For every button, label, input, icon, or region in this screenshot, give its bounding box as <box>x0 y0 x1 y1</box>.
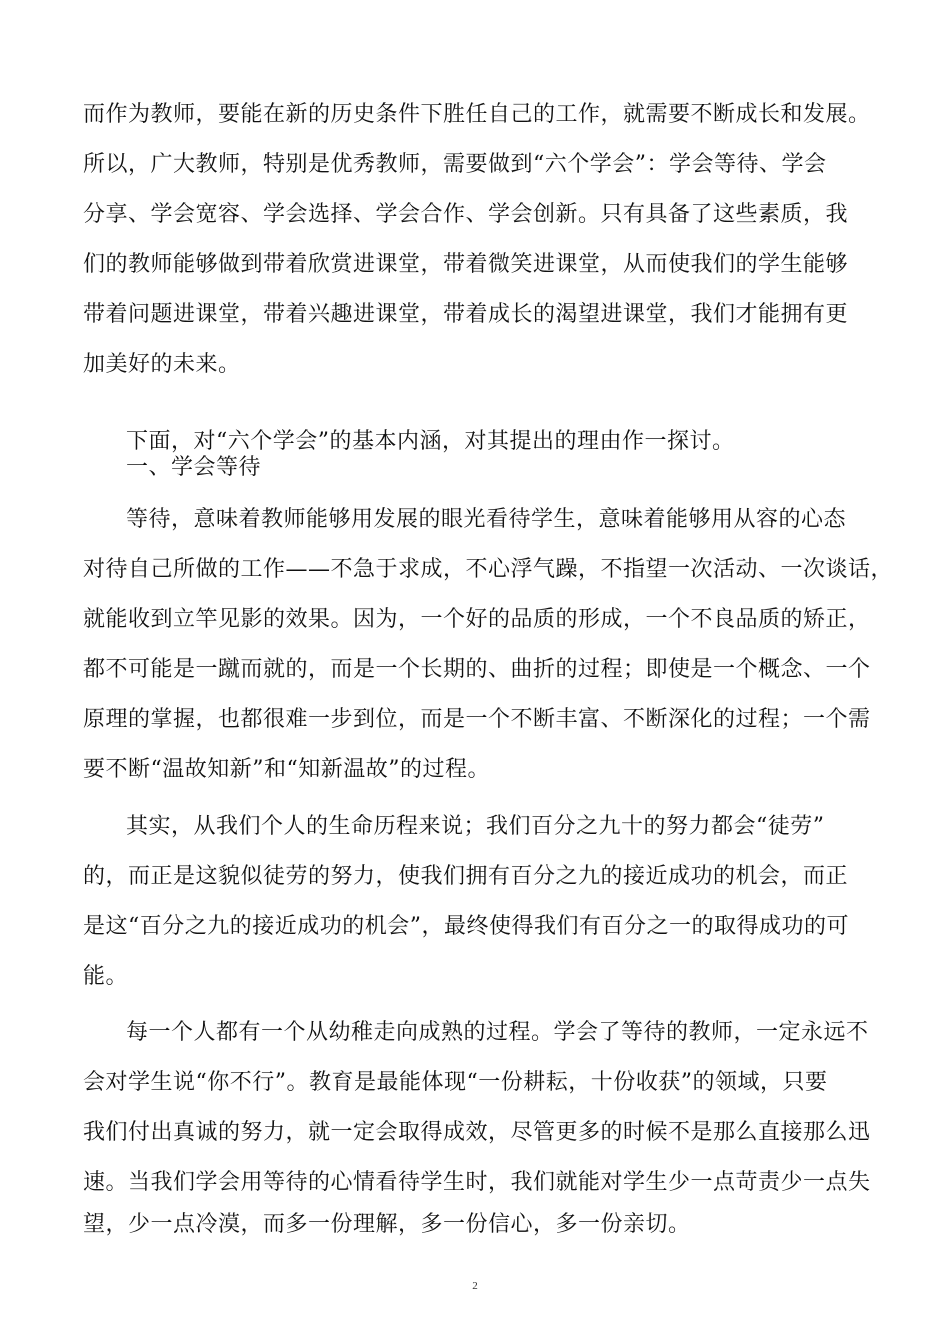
text-line-5: 带着问题进课堂，带着兴趣进课堂，带着成长的渴望进课堂，我们才能拥有更 <box>83 302 849 327</box>
text-line-3: 分享、学会宽容、学会选择、学会合作、学会创新。只有具备了这些素质，我 <box>83 202 849 227</box>
text-line-19: 每一个人都有一个从幼稚走向成熟的过程。学会了等待的教师，一定永远不 <box>126 1020 869 1045</box>
text-line-18: 能。 <box>83 964 129 989</box>
text-line-16: 的，而正是这貌似徒劳的努力，使我们拥有百分之九的接近成功的机会，而正 <box>83 864 849 889</box>
text-line-15: 其实，从我们个人的生命历程来说；我们百分之九十的努力都会“徒劳” <box>126 814 825 839</box>
text-line-6: 加美好的未来。 <box>83 352 241 377</box>
section-heading: 一、学会等待 <box>126 455 262 480</box>
text-line-22: 速。当我们学会用等待的心情看待学生时，我们就能对学生少一点苛责少一点失 <box>83 1170 871 1195</box>
text-line-17: 是这“百分之九的接近成功的机会”，最终使得我们有百分之一的取得成功的可 <box>83 914 849 939</box>
text-line-9: 等待，意味着教师能够用发展的眼光看待学生，意味着能够用从容的心态 <box>126 507 847 532</box>
text-line-4: 们的教师能够做到带着欣赏进课堂，带着微笑进课堂，从而使我们的学生能够 <box>83 252 849 277</box>
text-line-20: 会对学生说“你不行”。教育是最能体现“一份耕耘，十份收获”的领域，只要 <box>83 1070 828 1095</box>
text-line-7: 下面，对“六个学会”的基本内涵，对其提出的理由作一探讨。 <box>126 429 735 454</box>
text-line-1: 而作为教师，要能在新的历史条件下胜任自己的工作，就需要不断成长和发展。 <box>83 102 871 127</box>
text-line-2: 所以，广大教师，特别是优秀教师，需要做到“六个学会”：学会等待、学会 <box>83 152 827 177</box>
text-line-12: 都不可能是一蹴而就的，而是一个长期的、曲折的过程；即使是一个概念、一个 <box>83 657 871 682</box>
page-number: 2 <box>472 1280 478 1292</box>
text-line-10: 对待自己所做的工作——不急于求成，不心浮气躁，不指望一次活动、一次谈话， <box>83 557 894 582</box>
text-line-11: 就能收到立竿见影的效果。因为，一个好的品质的形成，一个不良品质的矫正， <box>83 607 871 632</box>
text-line-21: 我们付出真诚的努力，就一定会取得成效，尽管更多的时候不是那么直接那么迅 <box>83 1120 871 1145</box>
text-line-23: 望，少一点冷漠，而多一份理解，多一份信心，多一份亲切。 <box>83 1212 691 1237</box>
text-line-13: 原理的掌握，也都很难一步到位，而是一个不断丰富、不断深化的过程；一个需 <box>83 707 871 732</box>
text-line-14: 要不断“温故知新”和“知新温故”的过程。 <box>83 757 490 782</box>
